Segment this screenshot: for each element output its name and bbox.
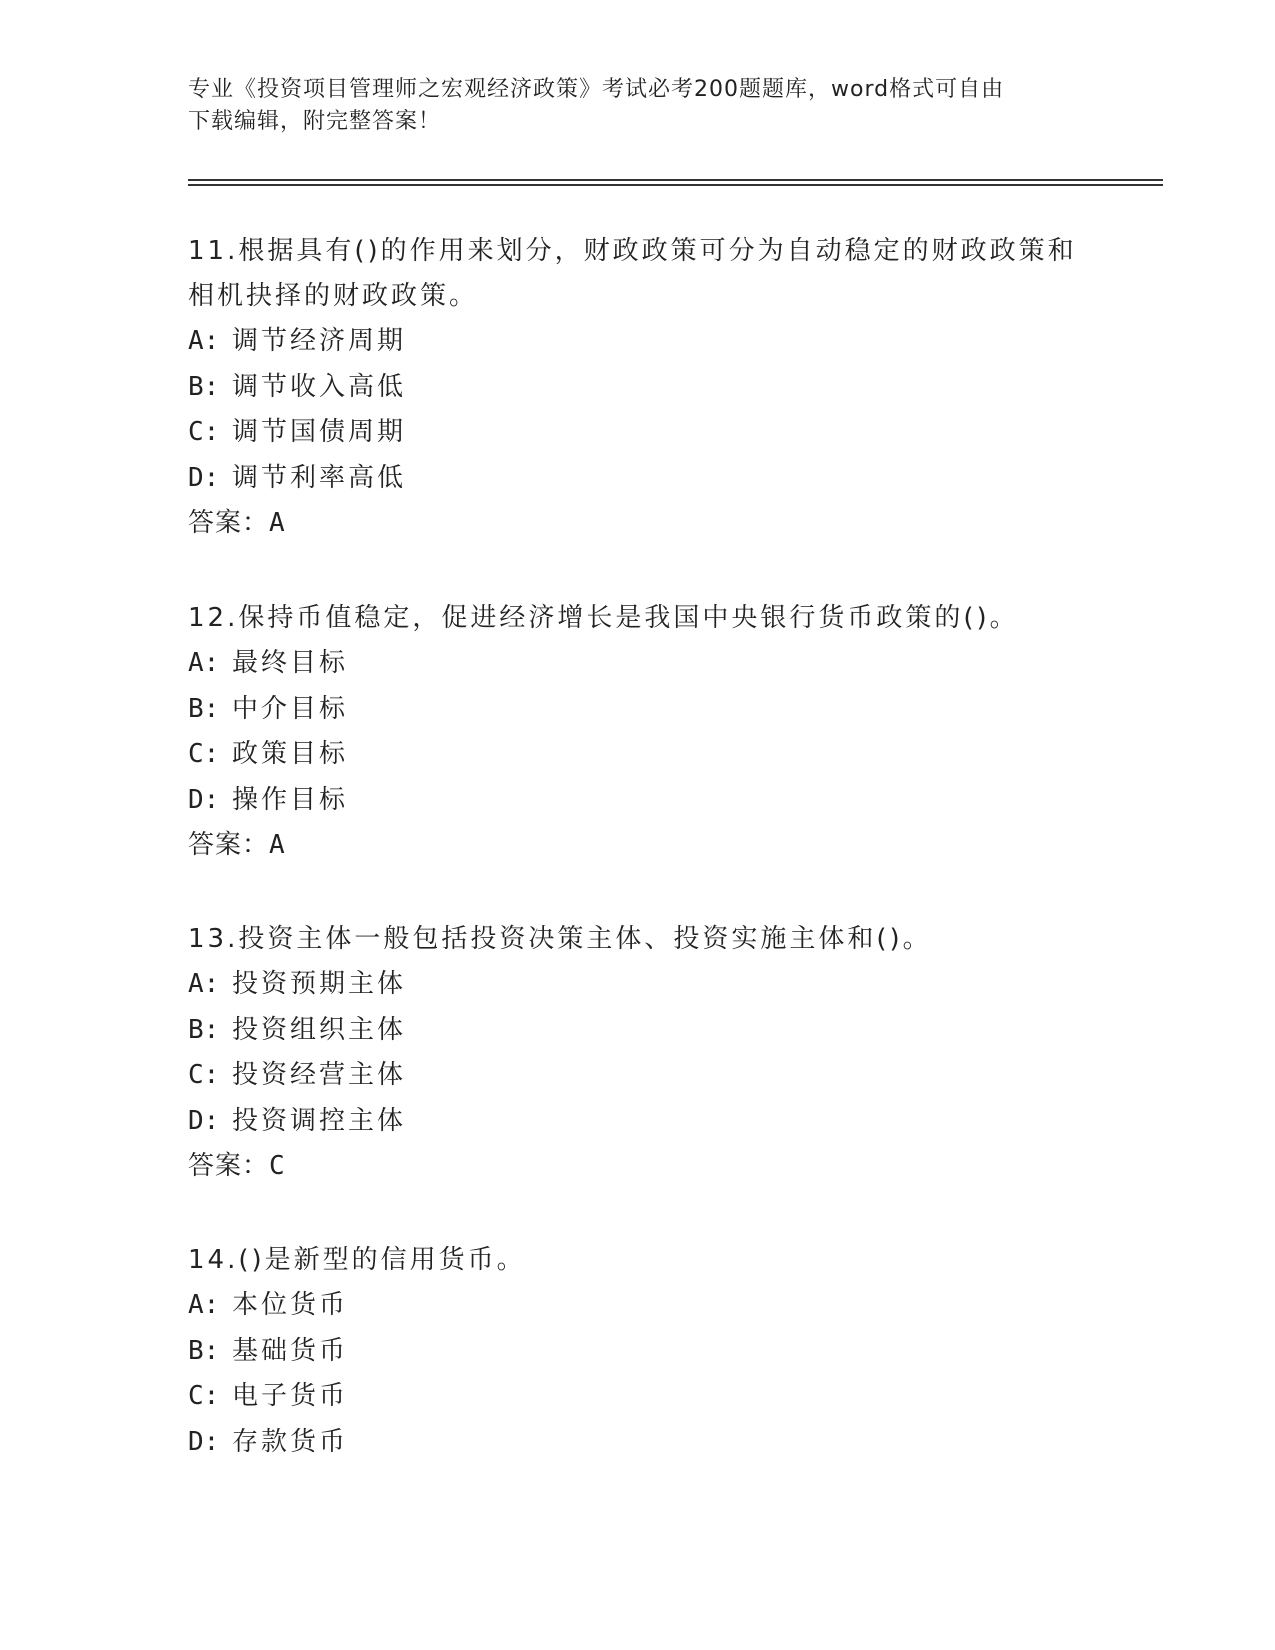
option-b [188,365,1088,411]
answer-label: 答案： [188,508,270,538]
question-13 [188,917,1088,1190]
option-text: 中介目标 [232,693,349,724]
option-text: 存款货币 [232,1426,349,1457]
option-c [188,410,1088,456]
answer-value: A [269,508,286,538]
option-d [188,456,1088,502]
option-text: 调节经济周期 [232,326,407,356]
option-text: 调节利率高低 [232,462,407,493]
option-text: 操作目标 [232,784,349,815]
option-d [188,1420,1088,1466]
option-letter: C: [188,1381,220,1411]
option-c [188,732,1088,778]
option-text: 本位货币 [232,1290,349,1320]
option-a [188,641,1088,687]
option-d [188,1099,1088,1145]
option-d [188,778,1088,824]
option-letter: D: [188,784,220,815]
option-letter: B: [188,693,220,724]
answer-label: 答案： [188,1151,270,1181]
option-letter: C: [188,1060,220,1090]
header-divider-bottom [188,184,1163,186]
question-stem: 13.投资主体一般包括投资决策主体、投资实施主体和()。 [188,924,932,954]
question-stem: 11.根据具有()的作用来划分，财政政策可分为自动稳定的财政政策和相机抉择的财政政策。 [188,236,1077,311]
question-12 [188,596,1088,869]
option-b [188,687,1088,733]
option-letter: A: [188,648,220,678]
option-text: 电子货币 [232,1381,349,1411]
option-letter: C: [188,417,220,447]
option-text: 政策目标 [232,739,349,769]
question-11 [188,229,1088,547]
question-stem: 14.()是新型的信用货币。 [188,1245,526,1275]
answer-value: C [269,1151,286,1181]
option-letter: A: [188,1290,220,1320]
option-c [188,1053,1088,1099]
answer-label: 答案： [188,830,270,860]
header-line-1: 专业《投资项目管理师之宏观经济政策》考试必考200题题库，word格式可自由 [188,77,1005,102]
answer-line [188,823,1088,869]
question-14 [188,1238,1088,1465]
option-letter: C: [188,739,220,769]
option-letter: B: [188,1014,220,1045]
option-text: 投资经营主体 [232,1060,407,1090]
header-line-2: 下载编辑，附完整答案！ [188,109,442,134]
option-letter: D: [188,1105,220,1136]
header-divider-top [188,179,1163,181]
option-letter: B: [188,371,220,402]
option-a [188,1283,1088,1329]
option-letter: D: [188,462,220,493]
option-text: 调节国债周期 [232,417,407,447]
option-text: 最终目标 [232,648,349,678]
option-text: 调节收入高低 [232,371,407,402]
option-letter: A: [188,326,220,356]
option-a [188,319,1088,365]
option-text: 投资调控主体 [232,1105,407,1136]
option-text: 投资组织主体 [232,1014,407,1045]
option-text: 投资预期主体 [232,969,407,999]
option-text: 基础货币 [232,1335,349,1366]
answer-line [188,1144,1088,1190]
option-c [188,1374,1088,1420]
option-a [188,962,1088,1008]
answer-value: A [269,830,286,860]
option-letter: A: [188,969,220,999]
option-letter: D: [188,1426,220,1457]
option-b [188,1008,1088,1054]
option-b [188,1329,1088,1375]
option-letter: B: [188,1335,220,1366]
document-header [188,74,1088,138]
answer-line [188,501,1088,547]
question-stem: 12.保持币值稳定，促进经济增长是我国中央银行货币政策的()。 [188,603,1019,633]
